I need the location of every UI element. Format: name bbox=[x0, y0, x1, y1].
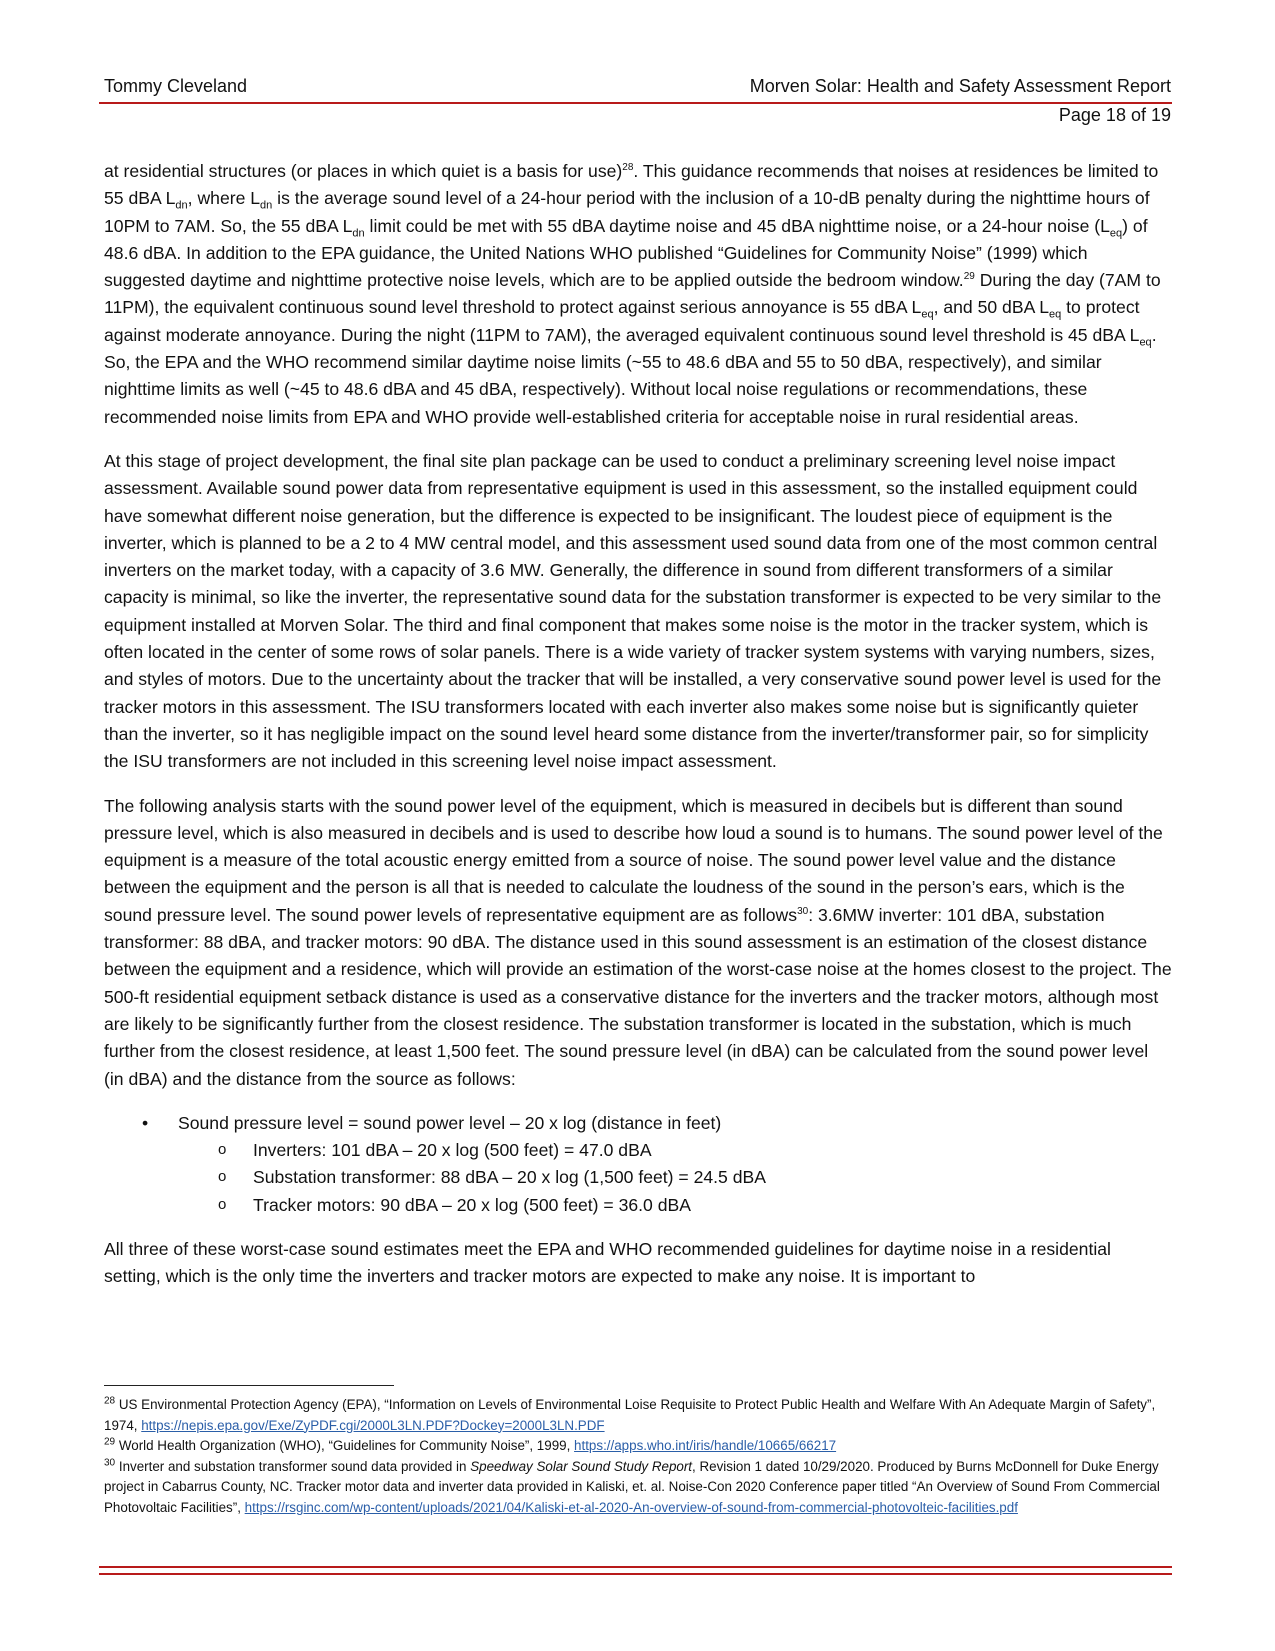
footnote-number: 29 bbox=[104, 1436, 116, 1448]
paragraph-sound-power-analysis bbox=[104, 793, 1172, 1093]
text-run: at residential structures (or places in which quiet is a basis for use) bbox=[104, 161, 623, 181]
calculation-list bbox=[104, 1110, 1172, 1219]
subscript: dn bbox=[352, 227, 365, 240]
footnote-29 bbox=[104, 1436, 1172, 1457]
footnote-30 bbox=[104, 1457, 1172, 1519]
text-run: The following analysis starts with the sound power level of the equipment, which is measured in decibels but is different than sound pressure level, which is also measured in decibels and is used to describe how loud a sound is to humans. The sound power level of the equipment is a measure of the total acoustic energy emitted from a source of noise. The sound power level value and the distance between the equipment and the person is all that is needed to calculate the loudness of the sound in the person’s ears, which is the sound pressure level. The sound power levels of representative equipment are as follows bbox=[104, 795, 1163, 925]
subscript: eq bbox=[1139, 336, 1152, 349]
header-rule bbox=[99, 102, 1172, 104]
footnote-link-who[interactable]: https://apps.who.int/iris/handle/10665/66217 bbox=[574, 1438, 837, 1453]
footnote-link-epa[interactable]: https://nepis.epa.gov/Exe/ZyPDF.cgi/2000L3LN.PDF?Dockey=2000L3LN.PDF bbox=[141, 1417, 605, 1433]
footnote-text: US Environmental Protection Agency (EPA), “Information on Levels of Environmental Loise Requisite to Protect Public Health and Welfare With An Adequate Margin of Safety”, 1974, bbox=[104, 1397, 1156, 1433]
footnote-ref-29[interactable]: 29 bbox=[963, 271, 975, 283]
text-run: . So, the EPA and the WHO recommend similar daytime noise limits (~55 to 48.6 dBA and 55 to 50 dBA, respectively), and similar nighttime limits as well (~45 to 48.6 dBA and 45 dBA, respectively). Without local noise regulations or recommendations, these recommended noise limits from EPA and WHO provide well-established criteria for acceptable noise in rural residential areas. bbox=[104, 324, 1157, 427]
text-run: During the day (7AM to 11PM), the equivalent continuous sound level threshold to protect against serious annoyance is 55 dBA L bbox=[104, 270, 1161, 318]
list-item-formula: • Sound pressure level = sound power level – 20 x log (distance in feet) bbox=[104, 1110, 1172, 1137]
footnote-number: 28 bbox=[104, 1395, 116, 1407]
footer-rule bbox=[99, 1573, 1172, 1575]
paragraph-conclusion: All three of these worst-case sound estimates meet the EPA and WHO recommended guidelines for daytime noise in a residential setting, which is the only time the inverters and tracker motors are expected to make any noise. It is important to bbox=[104, 1238, 1111, 1287]
footnote-ref-28[interactable]: 28 bbox=[622, 162, 634, 174]
subscript: eq bbox=[1109, 227, 1123, 240]
footnote-number: 30 bbox=[104, 1457, 116, 1469]
subscript: eq bbox=[921, 309, 934, 321]
header-report-title: Morven Solar: Health and Safety Assessment Report bbox=[749, 76, 1171, 96]
text-run: . This guidance recommends that noises at residences be limited to 55 dBA L bbox=[104, 161, 1159, 209]
footnotes bbox=[104, 1395, 1172, 1518]
footnote-text: , Revision 1 dated 10/29/2020. Produced by Burns McDonnell for Duke Energy project in Cabarrus County, NC. Tracker motor data and inverter data provided in Kaliski, et. al. Noise-Con 2020 Conference paper titled “An Overview of Sound From Commercial Photovoltaic Facilities”, bbox=[104, 1458, 1160, 1515]
footnote-ref-30[interactable]: 30 bbox=[797, 905, 809, 917]
footnote-text: Inverter and substation transformer sound data provided in bbox=[115, 1458, 471, 1474]
text-run: , and 50 dBA L bbox=[933, 297, 1050, 318]
paragraph-assessment-approach: At this stage of project development, the final site plan package can be used to conduct a preliminary screening level noise impact assessment. Available sound power data from representative equipment is used in this assessment, so the installed equipment could have somewhat different noise generation, but the difference is expected to be insignificant. The loudest piece of equipment is the inverter, which is planned to be a 2 to 4 MW central model, and this assessment used sound data from one of the most common central inverters on the market today, with a capacity of 3.6 MW. Generally, the difference in sound from different transformers of a similar capacity is minimal, so like the inverter, the representative sound data for the substation transformer is expected to be very similar to the equipment installed at Morven Solar. The third and final component that makes some noise is the motor in the tracker system, which is often located in the center of some rows of solar panels. There is a wide variety of tracker system systems with varying numbers, sizes, and styles of motors. Due to the uncertainty about the tracker that will be installed, a very conservative sound power level is used for the tracker motors in this assessment. The ISU transformers located with each inverter also makes some noise but is significantly quieter than the inverter, so it has negligible impact on the sound level heard some distance from the inverter/transformer pair, so for simplicity the ISU transformers are not included in this screening level noise impact assessment. bbox=[104, 450, 1162, 772]
header-author: Tommy Cleveland bbox=[104, 76, 248, 96]
text-run: , where L bbox=[187, 188, 261, 209]
page-number: Page 18 of 19 bbox=[1058, 105, 1171, 125]
subscript: dn bbox=[260, 199, 273, 212]
footnote-separator bbox=[104, 1385, 394, 1386]
list-item-substation-transformer: o Substation transformer: 88 dBA – 20 x log (1,500 feet) = 24.5 dBA bbox=[104, 1164, 1172, 1191]
footer-rule bbox=[99, 1566, 1172, 1568]
text-run: is the average sound level of a 24-hour period with the inclusion of a 10-dB penalty during the nighttime hours of 10PM to 7AM. So, the 55 dBA L bbox=[104, 188, 1150, 236]
body-text bbox=[104, 158, 1172, 1308]
list-item-tracker-motors: o Tracker motors: 90 dBA – 20 x log (500 feet) = 36.0 dBA bbox=[104, 1192, 1172, 1219]
footnote-link-rsg[interactable]: https://rsginc.com/wp-content/uploads/2021/04/Kaliski-et-al-2020-An-overview-of-sound-from-commercial-photovolteic-facilities.pdf bbox=[244, 1499, 1018, 1515]
text-run: to protect against moderate annoyance. During the night (11PM to 7AM), the averaged equivalent continuous sound level threshold is 45 dBA L bbox=[104, 297, 1140, 345]
footnote-report-title: Speedway Solar Sound Study Report bbox=[470, 1458, 693, 1474]
subscript: eq bbox=[1049, 309, 1062, 321]
subscript: dn bbox=[175, 199, 188, 212]
text-run: limit could be met with 55 dBA daytime noise and 45 dBA nighttime noise, or a 24-hour noise (L bbox=[364, 215, 1110, 236]
list-item-inverters: o Inverters: 101 dBA – 20 x log (500 feet) = 47.0 dBA bbox=[104, 1137, 1172, 1164]
footnote-28 bbox=[104, 1395, 1172, 1436]
paragraph-noise-guidance bbox=[104, 158, 1172, 431]
footnote-text: World Health Organization (WHO), “Guidelines for Community Noise”, 1999, bbox=[115, 1438, 575, 1453]
text-run: : 3.6MW inverter: 101 dBA, substation transformer: 88 dBA, and tracker motors: 90 dBA. The distance used in this sound assessment is an estimation of the closest distance between the equipment and a residence, which will provide an estimation of the worst-case noise at the homes closest to the project. The 500-ft residential equipment setback distance is used as a conservative distance for the inverters and the tracker motors, although most are likely to be significantly further from the closest residence. The substation transformer is located in the substation, which is much further from the closest residence, at least 1,500 feet. The sound pressure level (in dBA) can be calculated from the sound power level (in dBA) and the distance from the source as follows: bbox=[104, 904, 1172, 1089]
text-run: ) of 48.6 dBA. In addition to the EPA guidance, the United Nations WHO published “Guidelines for Community Noise” (1999) which suggested daytime and nighttime protective noise levels, which are to be applied outside the bedroom window. bbox=[104, 215, 1148, 291]
